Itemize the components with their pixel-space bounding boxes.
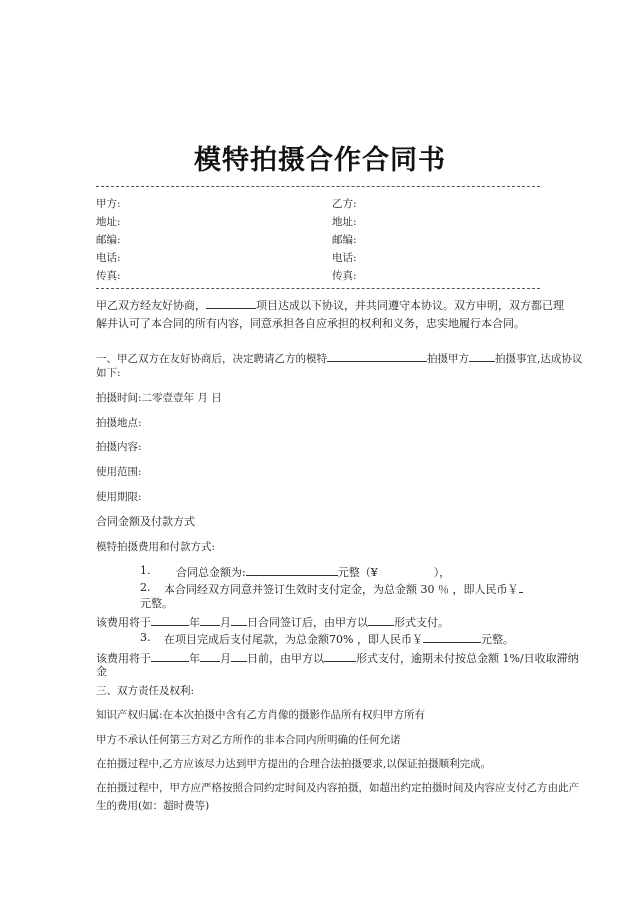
final-fee-a: 该费用将于 xyxy=(96,652,151,665)
shoot-requirement-paragraph: 在拍摄过程中,乙方应该尽力达到甲方提出的合理合法拍摄要求,以保证拍摄顺利完成。 xyxy=(96,758,492,770)
payment-item-3 xyxy=(164,631,514,647)
deposit-year-blank xyxy=(151,614,189,626)
deposit-blank xyxy=(519,581,523,593)
party-a-phone-label: 电话: xyxy=(96,252,121,264)
final-fee-d: 日前，由甲方以 xyxy=(247,652,324,665)
payment-item-2-number: 2. xyxy=(140,581,151,594)
intro-text-a: 甲乙双方经友好协商， xyxy=(96,299,206,312)
deposit-method-blank xyxy=(368,614,394,626)
party-b-fax-label: 传真: xyxy=(332,270,357,282)
party-a-address-label: 地址: xyxy=(96,216,121,228)
project-blank xyxy=(206,297,256,309)
final-method-blank xyxy=(324,650,356,662)
section1-line-2: 如下: xyxy=(96,367,121,379)
deposit-fee-d: 日合同签订后，由甲方以 xyxy=(247,616,368,629)
payment-item-1 xyxy=(176,564,450,580)
total-amount-close: ）， xyxy=(433,566,451,579)
payment-heading: 合同金额及付款方式 xyxy=(96,515,195,528)
total-amount-label: 合同总金额为: xyxy=(176,566,246,579)
final-fee-cont: 金 xyxy=(96,665,107,678)
payment-item-2-cont: 元整。 xyxy=(140,597,173,610)
deposit-day-blank xyxy=(231,614,247,626)
shoot-time-field: 拍摄时间:二零壹壹年 月 日 xyxy=(96,392,222,404)
deposit-month-blank xyxy=(200,614,220,626)
model-blank xyxy=(327,350,427,362)
party-a-fax-label: 传真: xyxy=(96,270,121,282)
deposit-fee-c: 月 xyxy=(220,616,231,629)
final-fee-b: 年 xyxy=(189,652,200,665)
intro-line-2: 解并认可了本合同的所有内容，同意承担各自应承担的权利和义务，忠实地履行本合同。 xyxy=(96,317,525,330)
usage-scope-field: 使用范围: xyxy=(96,466,142,478)
payment-item-3-number: 3. xyxy=(140,631,151,644)
section1-text-a: 一、甲乙双方在友好协商后，决定聘请乙方的模特 xyxy=(96,353,327,365)
shoot-place-field: 拍摄地点: xyxy=(96,417,142,429)
party-b-phone-label: 电话: xyxy=(332,252,357,264)
deposit-fee-a: 该费用将于 xyxy=(96,616,151,629)
final-payment-blank xyxy=(423,631,481,643)
overtime-paragraph-line-1: 在拍摄过程中，甲方应严格按照合同约定时间及内容拍摄，如超出约定拍摄时间及内容应支付乙方由此产 xyxy=(96,782,579,794)
final-payment-text: 在项目完成后支付尾款，为总金额70% ，即人民币￥ xyxy=(164,633,423,646)
payment-item-2 xyxy=(164,581,523,597)
section1-text-c: 拍摄事宜,达成协议 xyxy=(495,353,583,365)
party-b-address-label: 地址: xyxy=(332,216,357,228)
final-fee-c: 月 xyxy=(220,652,231,665)
shoot-content-field: 拍摄内容: xyxy=(96,441,142,453)
payment-subheading: 模特拍摄费用和付款方式: xyxy=(96,541,216,553)
final-year-blank xyxy=(151,650,189,662)
total-amount-currency: 元整（¥ xyxy=(337,566,378,579)
deposit-fee-b: 年 xyxy=(189,616,200,629)
overtime-paragraph-line-2: 生的费用(如：超时费等) xyxy=(96,800,210,812)
intro-line-1 xyxy=(96,297,564,313)
party-b-label: 乙方: xyxy=(332,198,357,210)
final-day-blank xyxy=(231,650,247,662)
final-month-blank xyxy=(200,650,220,662)
no-third-party-paragraph: 甲方不承认任何第三方对乙方所作的非本合同内所明确的任何允诺 xyxy=(96,734,401,746)
intro-text-b: 项目达成以下协议，并共同遵守本协议。双方申明，双方都已理 xyxy=(256,299,564,312)
final-fee-line xyxy=(96,650,579,666)
bottom-divider xyxy=(96,288,540,289)
party-a-postcode-label: 邮编: xyxy=(96,234,121,246)
section3-heading: 三、双方责任及权利: xyxy=(96,685,195,697)
ip-ownership-paragraph: 知识产权归属:在本次拍摄中含有乙方肖像的摄影作品所有权归甲方所有 xyxy=(96,709,426,721)
section1-text-b: 拍摄甲方 xyxy=(427,353,469,365)
total-amount-blank xyxy=(246,564,338,576)
document-title: 模特拍摄合作合同书 xyxy=(194,145,446,176)
usage-period-field: 使用期限: xyxy=(96,491,142,503)
deposit-text: 本合同经双方同意并签订生效时支付定金，为总金额 30 ％ ，即人民币￥ xyxy=(164,583,519,596)
payment-item-1-number: 1. xyxy=(140,564,151,577)
final-fee-e: 形式支付，逾期未付按总金额 1%/日收取滞纳 xyxy=(356,652,579,665)
top-divider xyxy=(96,186,540,187)
shoot-item-blank xyxy=(469,350,495,362)
party-b-postcode-label: 邮编: xyxy=(332,234,357,246)
deposit-fee-e: 形式支付。 xyxy=(394,616,449,629)
deposit-fee-line xyxy=(96,614,449,630)
section1-line-1 xyxy=(96,350,582,366)
final-payment-close: 元整。 xyxy=(480,633,514,646)
party-a-label: 甲方: xyxy=(96,198,121,210)
